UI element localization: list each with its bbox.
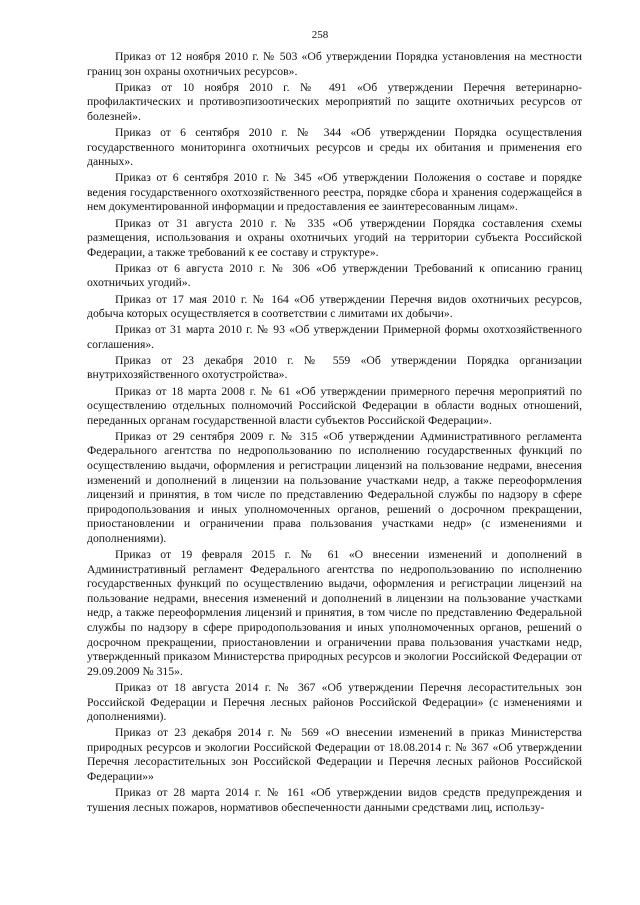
order-entry-paragraph: Приказ от 18 марта 2008 г. № 61 «Об утверждении примерного перечня мероприятий по осуществлению отдельных полномочий Российской Федерации в области водных отношений, переданных органам государственной власти субъектов Российской Федерации». xyxy=(87,384,582,427)
page-number: 258 xyxy=(311,29,329,41)
order-entry-paragraph: Приказ от 31 марта 2010 г. № 93 «Об утверждении Примерной формы охотхозяйственного соглашения». xyxy=(87,323,582,351)
order-entry-paragraph: Приказ от 6 сентября 2010 г. № 344 «Об утверждении Порядка осуществления государственного мониторинга охотничьих ресурсов и среды их обитания и применения его данных». xyxy=(87,125,582,169)
order-entry-paragraph: Приказ от 28 марта 2014 г. № 161 «Об утверждении видов средств предупреждения и тушения лесных пожаров, нормативов обеспеченности данными средствами лиц, использу- xyxy=(87,786,582,814)
order-entry-paragraph: Приказ от 31 августа 2010 г. № 335 «Об утверждении Порядка составления схемы размещения, использования и охраны охотничьих угодий на территории субъекта Российской Федерации, а также требований к ее составу и структуре». xyxy=(87,216,582,259)
order-entry-paragraph: Приказ от 23 декабря 2010 г. № 559 «Об утверждении Порядка организации внутрихозяйственного охотустройства». xyxy=(87,353,582,382)
order-entry-paragraph: Приказ от 19 февраля 2015 г. № 61 «О внесении изменений и дополнений в Административный регламент Федерального агентства по недропользованию по исполнению государственных функций по осуществлению выдачи, оформления и регистрации лицензий на пользование недрами, внесения изменений и дополнений в лицензии на пользование участками недр, а также переоформления лицензий и принятия, в том числе по представлению Федеральной службы по надзору в сфере природопользования и иных уполномоченных органов, решений о досрочном прекращении, приостановлении и ограничении права пользования участками недр, утвержденный приказом Министерства природных ресурсов и экологии Российской Федерации от 29.09.2009 № 315». xyxy=(87,548,582,678)
order-entry-paragraph: Приказ от 17 мая 2010 г. № 164 «Об утверждении Перечня видов охотничьих ресурсов, добыча которых осуществляется в соответствии с лимитами их добычи». xyxy=(87,292,582,321)
order-entry-paragraph: Приказ от 29 сентября 2009 г. № 315 «Об утверждении Административного регламента Федерального агентства по недропользованию по исполнению государственных функций по осуществлению выдачи, оформления и регистрации лицензий на пользование недрами, внесения изменений и дополнений в лицензии на пользование участками недр, а также переоформления лицензий и принятия, в том числе по представлению Федеральной службы по надзору в сфере природопользования и иных уполномоченных органов, решений о досрочном прекращении, приостановлении и ограничении права пользования участками недр» (с изменениями и дополнениями). xyxy=(87,429,582,545)
order-entry-paragraph: Приказ от 6 сентября 2010 г. № 345 «Об утверждении Положения о составе и порядке ведения государственного охотхозяйственного реестра, порядке сбора и хранения содержащейся в нем документированной информации и предоставления ее заинтересованным лицам». xyxy=(87,171,582,214)
order-entry-paragraph: Приказ от 10 ноября 2010 г. № 491 «Об утверждении Перечня ветеринарно-профилактических и противоэпизоотических мероприятий по защите охотничьих ресурсов от болезней». xyxy=(87,80,582,123)
order-entry-paragraph: Приказ от 18 августа 2014 г. № 367 «Об утверждении Перечня лесорастительных зон Российской Федерации и Перечня лесных районов Российской Федерации» (с изменениями и дополнениями). xyxy=(87,680,582,724)
order-entry-paragraph: Приказ от 12 ноября 2010 г. № 503 «Об утверждении Порядка установления на местности границ зон охраны охотничьих ресурсов». xyxy=(87,50,582,78)
order-entry-paragraph: Приказ от 6 августа 2010 г. № 306 «Об утверждении Требований к описанию границ охотничьих угодий». xyxy=(87,261,582,290)
order-entry-paragraph: Приказ от 23 декабря 2014 г. № 569 «О внесении изменений в приказ Министерства природных ресурсов и экологии Российской Федерации от 18.08.2014 г. № 367 «Об утверждении Перечня лесорастительных зон Российской Федерации и Перечня лесных районов Российской Федерации»» xyxy=(87,726,582,783)
document-body xyxy=(87,50,582,817)
